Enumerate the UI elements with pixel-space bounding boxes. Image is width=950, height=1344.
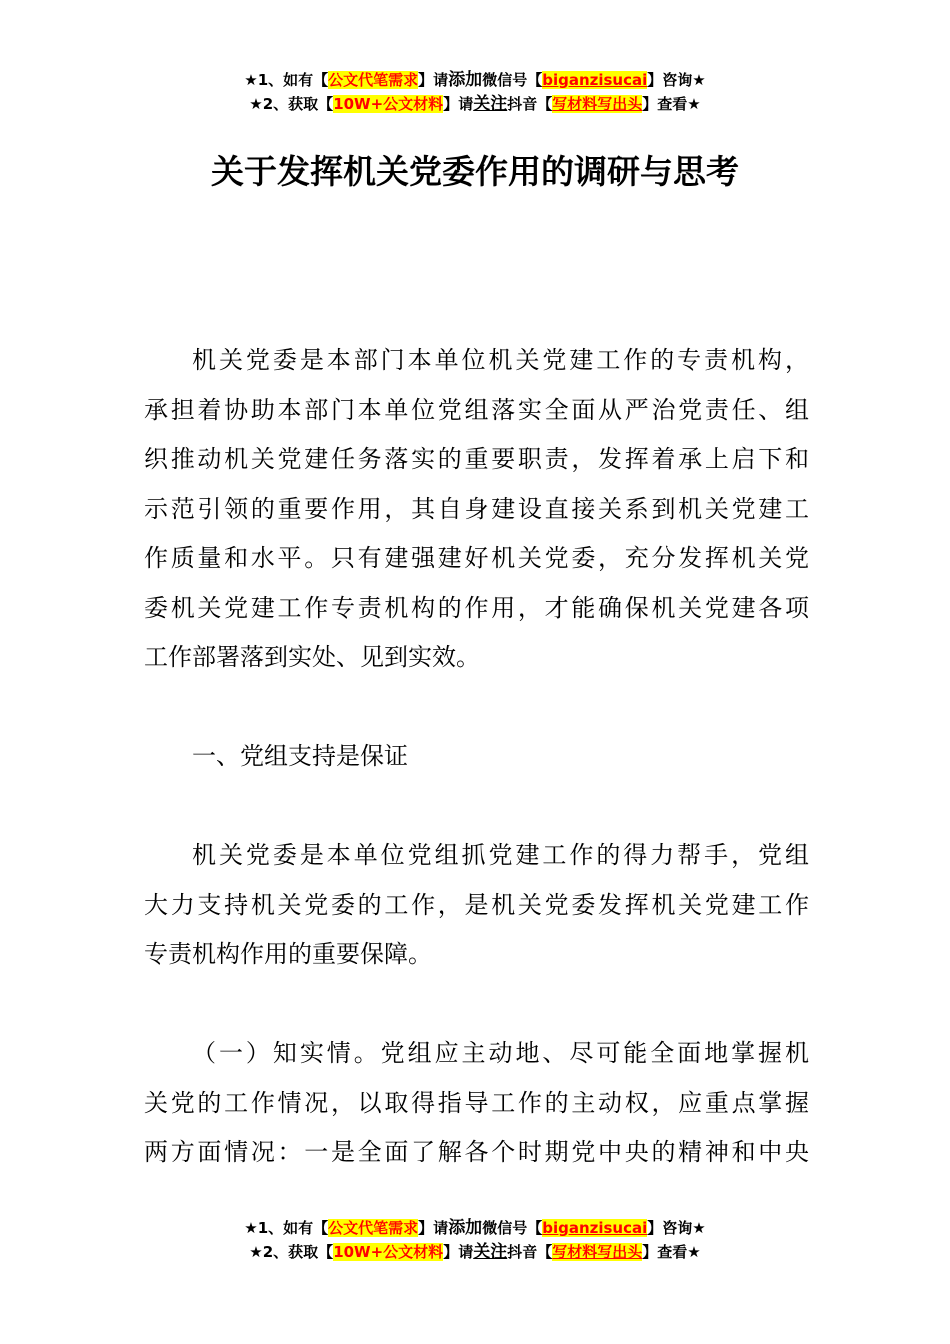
star-icon: ★ (244, 1219, 258, 1237)
text-line: 关党的工作情况，以取得指导工作的主动权，应重点掌握 (144, 1088, 809, 1117)
promo-banner-top (0, 68, 950, 116)
promo-highlight-materials: 10W+公文材料 (333, 1243, 444, 1261)
promo-line-1: ★1、如有【公文代笔需求】请添加微信号【biganzisucai】咨询★ (244, 70, 706, 90)
promo-line-2: ★2、获取【10W+公文材料】请关注抖音【写材料写出头】查看★ (249, 1242, 701, 1262)
document-body (144, 336, 809, 1178)
promo-line-2: ★2、获取【10W+公文材料】请关注抖音【写材料写出头】查看★ (249, 94, 701, 114)
document-title: 关于发挥机关党委作用的调研与思考 (211, 152, 739, 191)
star-icon: ★ (687, 1243, 701, 1261)
text-line: 作质量和水平。只有建强建好机关党委，充分发挥机关党 (144, 544, 809, 572)
text-line: 专责机构作用的重要保障。 (144, 940, 432, 968)
promo-highlight-service: 公文代笔需求 (328, 71, 419, 89)
star-icon: ★ (692, 1219, 706, 1237)
promo-highlight-materials: 10W+公文材料 (333, 95, 444, 113)
text-line: 工作部署落到实处、见到实效。 (144, 643, 480, 671)
promo-highlight-douyin: 写材料写出头 (552, 1243, 643, 1261)
paragraph-section-1 (144, 831, 809, 980)
section-heading-1 (144, 732, 809, 782)
text-line: 织推动机关党建任务落实的重要职责，发挥着承上启下和 (144, 445, 809, 473)
heading-text: 一、党组支持是保证 (192, 742, 408, 770)
text-line: 机关党委是本单位党组抓党建工作的得力帮手，党组 (192, 841, 809, 869)
paragraph-subsection-1 (144, 1029, 809, 1178)
star-icon: ★ (687, 95, 701, 113)
text-line: 承担着协助本部门本单位党组落实全面从严治党责任、组 (144, 395, 809, 424)
text-line: 大力支持机关党委的工作，是机关党委发挥机关党建工作 (144, 890, 809, 919)
star-icon: ★ (692, 71, 706, 89)
promo-highlight-service: 公文代笔需求 (328, 1219, 419, 1237)
text-line: 机关党委是本部门本单位机关党建工作的专责机构， (192, 346, 809, 374)
star-icon: ★ (249, 1243, 263, 1261)
star-icon: ★ (249, 95, 263, 113)
promo-line-1: ★1、如有【公文代笔需求】请添加微信号【biganzisucai】咨询★ (244, 1218, 706, 1238)
text-line: 示范引领的重要作用，其自身建设直接关系到机关党建工 (144, 494, 809, 523)
paragraph-intro (144, 336, 809, 683)
star-icon: ★ (244, 71, 258, 89)
promo-highlight-douyin: 写材料写出头 (552, 95, 643, 113)
text-line: 委机关党建工作专责机构的作用，才能确保机关党建各项 (144, 593, 809, 622)
text-line: （一）知实情。党组应主动地、尽可能全面地掌握机 (192, 1039, 809, 1067)
promo-highlight-wechat: biganzisucai (542, 1219, 648, 1237)
text-line: 两方面情况：一是全面了解各个时期党中央的精神和中央 (144, 1138, 809, 1166)
promo-highlight-wechat: biganzisucai (542, 71, 648, 89)
promo-banner-bottom (0, 1216, 950, 1264)
